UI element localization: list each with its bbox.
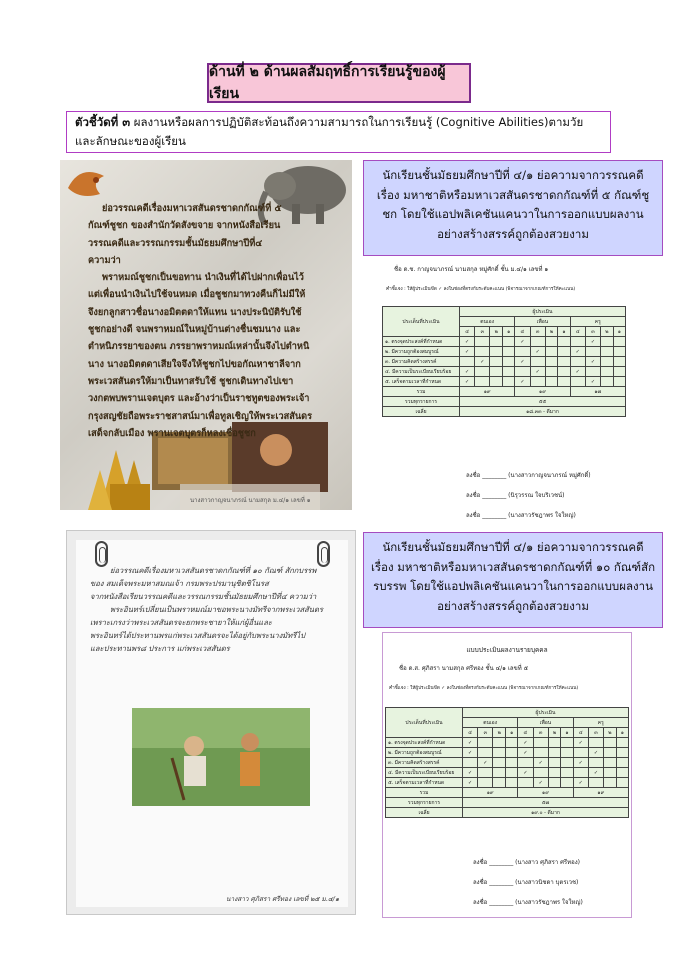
assessor-teacher: ครู (573, 718, 628, 728)
total-peer: ๑๙ (518, 788, 573, 798)
student-work-poster-1 (60, 160, 352, 510)
poster-1-text (88, 200, 338, 442)
signature-3: ลงชื่อ ________ (นางสาวรัชฎาพร ใจใหญ่) (473, 899, 583, 906)
essay-line: ย่อวรรณคดีเรื่องมหาเวสสันดรชาดกกัณฑ์ที่ ๑๐ กัณฑ์ สักกบรรพ (110, 566, 317, 575)
poster-1-footer: นางสาวกาญจนาภรณ์ นามสกุล ม.๔/๑ เลขที่ ๑ (190, 497, 311, 504)
average: ๑๘.๓๓ - ดีมาก (460, 407, 626, 417)
criteria-header: ประเด็นที่ประเมิน (383, 307, 460, 337)
essay-line: เพราะเกรงว่าพระเวสสันดรจะยกพระชายาให้แก่ผู้อื่นและ (90, 618, 272, 627)
poster-line: ตำหนิภรรยาของตน ภรรยาพราหมณ์เหล่านั้นจึงไปตำหนิ (88, 341, 310, 353)
total-label: รวม (383, 387, 460, 397)
prince-figure-icon (241, 733, 259, 751)
poster-line: เสด็จกลับเมือง พรานเจตบุตรก็หลงเชื่อชูชก (88, 427, 256, 439)
total-peer: ๑๙ (515, 387, 570, 397)
signature-2: ลงชื่อ ________ (นางสาวนิชดา บุตรเวช) (473, 879, 579, 886)
essay-paper (76, 540, 348, 907)
assessor-peer: เพื่อน (518, 718, 573, 728)
poster-line: ย่อวรรณคดีเรื่องมหาเวสสันดรชาดกกัณฑ์ที่ ๕ (102, 203, 282, 214)
form-2-instruction: คำชี้แจง : ให้ผู้ประเมินขีด ✓ ลงในช่องที่ตรงกับระดับคะแนน (พิจารณาจากเกณฑ์การให้คะแนน) (389, 686, 579, 691)
criterion: ๔. มีความเป็นระเบียบเรียบร้อย (383, 367, 460, 377)
student-work-essay (66, 530, 356, 915)
section-title: ด้านที่ ๒ ด้านผลสัมฤทธิ์การเรียนรู้ของผู้เรียน (207, 63, 471, 103)
essay-illustration (132, 708, 310, 806)
poster-line: วรรณคดีและวรรณกรรมชั้นมัธยมศึกษาปีที่๔ (88, 237, 263, 249)
criterion: ๕. เสร็จตามเวลาที่กำหนด (386, 778, 463, 788)
total-self: ๑๙ (463, 788, 518, 798)
hermit-figure-icon (184, 736, 204, 756)
essay-text (90, 564, 340, 655)
signature-2: ลงชื่อ ________ (นิรุวรรณ ใจบริเวชน์) (466, 492, 565, 499)
criterion: ๔. มีความเป็นระเบียบเรียบร้อย (386, 768, 463, 778)
poster-line: กรุงสญชัยถือพระราชสาสน์มาเพื่อทูลเชิญให้พระเวสสันดร (88, 410, 313, 422)
criterion: ๕. เสร็จตามเวลาที่กำหนด (383, 377, 460, 387)
poster-line: นาง นางอมิตตดาเสียใจจึงให้ชูชกไปขอกัณหาชาลีจาก (88, 358, 301, 370)
criterion: ๓. มีความคิดสร้างสรรค์ (386, 758, 463, 768)
poster-line: จึงยกลูกสาวชื่อนางอมิตตดาให้แทน นางประนิบัติรับใช้ (88, 306, 302, 318)
indicator-label: ตัวชี้วัดที่ ๓ (75, 115, 131, 129)
poster-line: ชูชกอย่างดี จนพราหมณ์ในหมู่บ้านต่างชื่นชมนาง และ (88, 324, 301, 336)
poster-line: วงกตพบพรานเจตบุตร และอ้างว่าเป็นราชทูตของพระเจ้า (88, 393, 310, 405)
average-label: เฉลี่ย (383, 407, 460, 417)
temple-illustration (88, 450, 150, 510)
grand-total: ๕๗ (463, 798, 629, 808)
signature-1: ลงชื่อ ________ (นางสาวกาญจนาภรณ์ หมู่ศักดิ์) (466, 472, 591, 479)
assessment-form-2 (382, 632, 632, 918)
form-2-title: แบบประเมินผลงานรายบุคคล (466, 646, 548, 654)
summary-box-2: นักเรียนชั้นมัธยมศึกษาปีที่ ๔/๑ ย่อความจากวรรณคดี เรื่อง มหาชาติหรือมหาเวสสันดรชาดกกัณฑ์ที่ ๑๐ กัณฑ์สักรบรรพ โดยใช้แอปพลิเคชันแคนวาในการออกแบบผลงานอย่างสร้างสรรค์ถูกต้องสวยงาม (363, 532, 663, 628)
criteria-header: ประเด็นที่ประเมิน (386, 708, 463, 738)
criterion: ๓. มีความคิดสร้างสรรค์ (383, 357, 460, 367)
poster-line: ความว่า (88, 254, 121, 266)
assessment-form-1 (380, 258, 630, 528)
signature-1: ลงชื่อ ________ (นางสาว ศุภิสรา ศรีทอง) (473, 859, 580, 866)
criterion: ๑. ตรงจุดประสงค์ที่กำหนด (383, 337, 460, 347)
assessor-teacher: ครู (570, 317, 625, 327)
criterion: ๒. มีความถูกต้องสมบูรณ์ (383, 347, 460, 357)
grand-total-label: รวมทุกรายการ (383, 397, 460, 407)
grand-total-label: รวมทุกรายการ (386, 798, 463, 808)
form-2-table: ประเด็นที่ประเมิน ผู้ประเมิน ตนเอง เพื่อน ครู ๔ ๓ ๒ ๑ ๔ ๓ ๒ ๑ ๔ ๓ ๒ ๑ ๑. ตรงจุดประสงค์ที่กำหนด ✓ ✓ ✓ ๒. มีความถูกต้องสมบูรณ์ ✓ ✓ ✓ ๓. มีความคิดสร้างสรรค์ ✓ ✓ ✓ ๔. มีความเป็นระเบียบเรียบร้อย ✓ ✓ ✓ ๕. เสร็จตามเวลาที่กำหนด ✓ ✓ ✓ รวม ๑๙ ๑๙ ๑๙ รวมทุกรายการ ๕๗ เฉลี่ย ๑๙.๐ - ดีมาก (385, 707, 629, 818)
assessor-self: ตนเอง (463, 718, 518, 728)
grand-total: ๕๕ (460, 397, 626, 407)
total-teacher: ๑๗ (570, 387, 625, 397)
form-1-instruction: คำชี้แจง : ให้ผู้ประเมินขีด ✓ ลงในช่องที่ตรงกับระดับคะแนน (พิจารณาจากเกณฑ์การให้คะแนน) (386, 287, 576, 292)
total-self: ๑๙ (460, 387, 515, 397)
story-picture-1-figure (158, 438, 228, 484)
criterion: ๑. ตรงจุดประสงค์ที่กำหนด (386, 738, 463, 748)
criterion: ๒. มีความถูกต้องสมบูรณ์ (386, 748, 463, 758)
paperclip-icon (317, 541, 330, 567)
assessor-self: ตนเอง (460, 317, 515, 327)
poster-line: แต่เพื่อนนำเงินไปใช้จนหมด เมื่อชูชกมาทวงคืนก็ไม่มีให้ (88, 289, 306, 301)
essay-line: พระอินทร์ได้ประทานพรแก่พระเวสสันดรจะได้อยู่กับพระนางมัทรีไป (90, 631, 306, 640)
assessor-peer: เพื่อน (515, 317, 570, 327)
assessors-header: ผู้ประเมิน (460, 307, 626, 317)
essay-line: จากหนังสือเรียนวรรณคดีและวรรณกรรมชั้นมัธยมศึกษาปีที่๔ ความว่า (90, 592, 317, 601)
essay-line: พระอินทร์เปลี่ยนเป็นพราหมณ์มาขอพระนางมัทรีจากพระเวสสันดร (110, 605, 323, 614)
essay-line: และประทานพร๘ ประการ แก่พระเวสสันดร (90, 644, 230, 653)
poster-line: พระเวสสันดรให้มาเป็นทาสรับใช้ ชูชกเดินทางไปเขา (88, 375, 294, 387)
swan-ornament-icon (68, 172, 104, 196)
form-2-name-line: ชื่อ ด.ส. ศุภิสรา นามสกุล ศรีทอง ชั้น ๔/๑ เลขที่ ๕ (399, 665, 529, 672)
indicator-text: ผลงานหรือผลการปฏิบัติสะท้อนถึงความสามารถในการเรียนรู้ (Cognitive Abilities)ตามวัยและลักษณะของผู้เรียน (75, 115, 584, 148)
total-label: รวม (386, 788, 463, 798)
paperclip-icon (95, 541, 108, 567)
assessors-header: ผู้ประเมิน (463, 708, 629, 718)
essay-signature: นางสาว ศุภิสรา ศรีทอง เลขที่ ๒๕ ม.๔/๑ (226, 895, 340, 903)
average: ๑๙.๐ - ดีมาก (463, 808, 629, 818)
indicator-box (66, 111, 611, 153)
total-teacher: ๑๙ (573, 788, 628, 798)
form-1-name-line: ชื่อ ด.ช. กาญจนาภรณ์ นามสกุล หมู่ศักดิ์ ชั้น ม.๔/๑ เลขที่ ๑ (394, 266, 549, 273)
essay-line: ของ สมเด็จพระมหาสมณเจ้า กรมพระปรมานุชิตชิโนรส (90, 579, 269, 588)
poster-line: พราหมณ์ชูชกเป็นขอทาน นำเงินที่ได้ไปฝากเพื่อนไว้ (102, 272, 304, 284)
form-1-table: ประเด็นที่ประเมิน ผู้ประเมิน ตนเอง เพื่อน ครู ๔ ๓ ๒ ๑ ๔ ๓ ๒ ๑ ๔ ๓ ๒ ๑ ๑. ตรงจุดประสงค์ที่กำหนด ✓ ✓ ✓ ๒. มีความถูกต้องสมบูรณ์ ✓ ✓ ✓ ๓. มีความคิดสร้างสรรค์ ✓ ✓ ✓ ๔. มีความเป็นระเบียบเรียบร้อย ✓ ✓ ✓ ๕. เสร็จตามเวลาที่กำหนด ✓ ✓ ✓ รวม ๑๙ ๑๙ ๑๗ รวมทุกรายการ ๕๕ เฉลี่ย ๑๘.๓๓ - ดีมาก (382, 306, 626, 417)
average-label: เฉลี่ย (386, 808, 463, 818)
signature-3: ลงชื่อ ________ (นางสาวรัชฎาพร ใจใหญ่) (466, 512, 576, 519)
summary-box-1: นักเรียนชั้นมัธยมศึกษาปีที่ ๔/๑ ย่อความจากวรรณคดี เรื่อง มหาชาติหรือมหาเวสสันดรชาดกกัณฑ์ที่ ๕ กัณฑ์ชูชก โดยใช้แอปพลิเคชันแคนวาในการออกแบบผลงานอย่างสร้างสรรค์ถูกต้องสวยงาม (363, 160, 663, 256)
poster-line: กัณฑ์ชูชก ของสำนักวัดสังขจาย จากหนังสือเรียน (88, 220, 281, 232)
